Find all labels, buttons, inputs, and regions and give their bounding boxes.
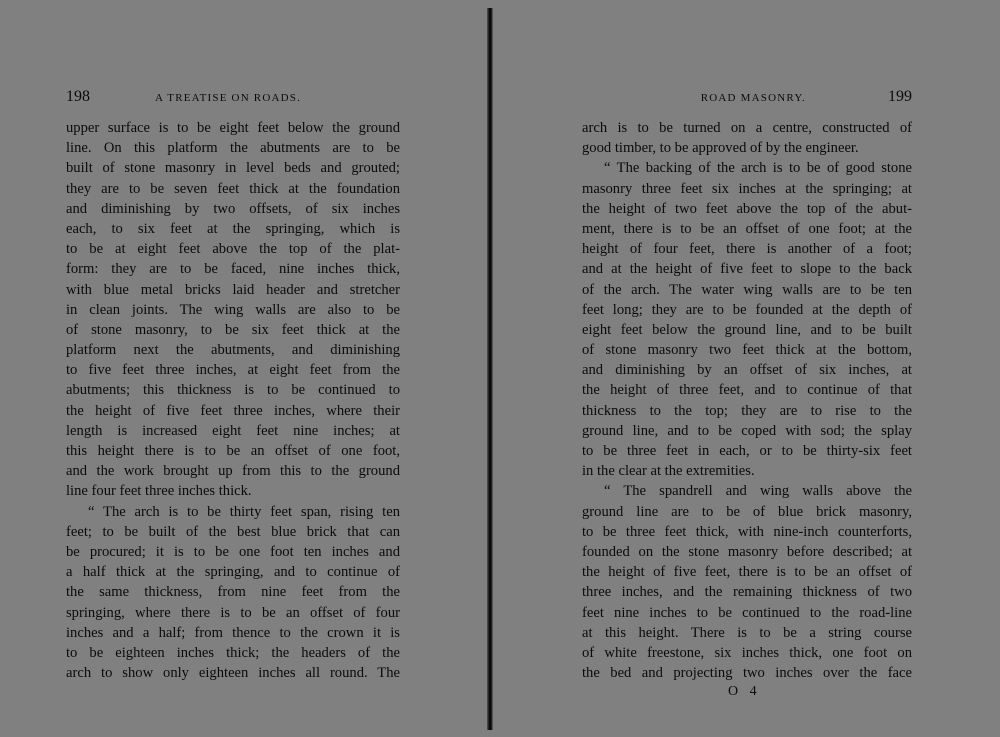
text-line: three inches, and the remaining thickness of two — [582, 584, 912, 601]
right-running-head: ROAD MASONRY. — [700, 92, 806, 104]
text-line: arch is to be turned on a centre, constructed of — [582, 120, 912, 136]
text-line: “ The spandrell and wing walls above the — [604, 483, 912, 500]
text-line: at this height. There is to be a string course — [582, 624, 912, 641]
text-line: feet long; they are to be founded at the depth of — [582, 301, 912, 318]
text-line: the height of five feet, there is to be an offset of — [582, 564, 912, 581]
book-gutter — [487, 8, 493, 730]
text-line: upper surface is to be eight feet below the ground — [66, 120, 400, 136]
text-line: to be eighteen inches thick; the headers of the — [66, 644, 400, 661]
text-line: they are to be seven feet thick at the foundation — [66, 180, 400, 197]
text-line: a half thick at the springing, and to continue of — [66, 564, 400, 581]
text-line: masonry three feet six inches at the springing; at — [582, 180, 912, 197]
text-line: line four feet three inches thick. — [66, 483, 252, 500]
text-line: this height there is to be an offset of one foot, — [66, 443, 400, 459]
text-line: arch to show only eighteen inches all round. The — [66, 665, 400, 682]
left-page-header — [66, 88, 400, 112]
text-line: to be three feet thick, with nine-inch counterforts, — [582, 523, 912, 540]
text-line: the height of five feet three inches, where their — [66, 402, 400, 419]
text-line: be procured; it is to be one foot ten inches and — [66, 543, 400, 560]
text-line: in the clear at the extremities. — [582, 463, 755, 480]
text-line: abutments; this thickness is to be continued to — [66, 382, 400, 399]
text-line: built of stone masonry in level beds and grouted; — [66, 160, 400, 177]
text-line: ground line are to be of blue brick masonry, — [582, 503, 912, 520]
text-line: in clean joints. The wing walls are also to be — [66, 301, 400, 318]
text-line: inches and a half; from thence to the crown it is — [66, 624, 400, 641]
text-line: the same thickness, from nine feet from the — [66, 584, 400, 601]
text-line: ground line, and to be coped with sod; the splay — [582, 422, 912, 439]
text-line: the height of two feet above the top of the abut- — [582, 200, 912, 217]
right-page-header — [582, 88, 912, 112]
text-line: length is increased eight feet nine inches; at — [66, 422, 400, 439]
text-line: of the arch. The water wing walls are to be ten — [582, 281, 912, 298]
text-line: “ The arch is to be thirty feet span, rising ten — [88, 503, 400, 520]
text-line: of white freestone, six inches thick, one foot on — [582, 644, 912, 661]
text-line: each, to six feet at the springing, which is — [66, 220, 400, 237]
text-line: with blue metal bricks laid header and stretcher — [66, 281, 400, 298]
text-line: to be at eight feet above the top of the plat- — [66, 241, 400, 258]
text-line: to five feet three inches, at eight feet from the — [66, 362, 400, 379]
left-running-head: A TREATISE ON ROADS. — [155, 92, 302, 104]
text-line: and diminishing by two offsets, of six inches — [66, 200, 400, 217]
left-page-text — [66, 118, 400, 683]
right-page-number: 199 — [888, 88, 912, 105]
text-line: eight feet below the ground line, and to be built — [582, 321, 912, 338]
text-line: feet nine inches to be continued to the road-line — [582, 604, 912, 621]
text-line: springing, where there is to be an offset of four — [66, 604, 400, 621]
text-line: thickness to the top; they are to rise to the — [582, 402, 912, 419]
text-line: to be three feet in each, or to be thirty-six feet — [582, 443, 912, 459]
text-line: line. On this platform the abutments are to be — [66, 140, 400, 157]
signature-mark: O 4 — [728, 684, 761, 699]
text-line: feet; to be built of the best blue brick that can — [66, 523, 400, 540]
text-line: of stone masonry two feet thick at the bottom, — [582, 342, 912, 359]
text-line: good timber, to be approved of by the engineer. — [582, 140, 859, 157]
text-line: of stone masonry, to be six feet thick at the — [66, 321, 400, 338]
text-line: and the work brought up from this to the ground — [66, 463, 400, 480]
text-line: “ The backing of the arch is to be of good stone — [604, 160, 912, 177]
left-page-number: 198 — [66, 88, 90, 105]
text-line: the height of three feet, and to continue of that — [582, 382, 912, 399]
text-line: platform next the abutments, and diminishing — [66, 342, 400, 359]
text-line: and diminishing by an offset of six inches, at — [582, 362, 912, 379]
text-line: form: they are to be faced, nine inches thick, — [66, 261, 400, 278]
text-line: height of four feet, there is another of a foot; — [582, 241, 912, 258]
text-line: and at the height of five feet to slope to the back — [582, 261, 912, 278]
text-line: ment, there is to be an offset of one foot; at the — [582, 220, 912, 237]
text-line: founded on the stone masonry before described; at — [582, 543, 912, 560]
right-page-text — [582, 118, 912, 683]
text-line: the bed and projecting two inches over the face — [582, 665, 912, 682]
